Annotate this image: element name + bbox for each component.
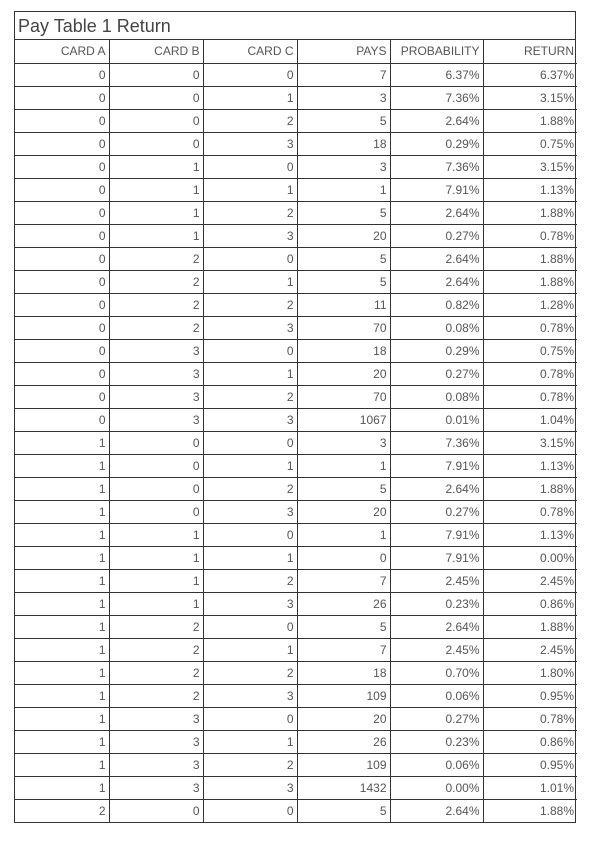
cell-card-b: 2 bbox=[109, 684, 203, 707]
cell-return: 1.28% bbox=[483, 293, 577, 316]
table-row bbox=[15, 224, 577, 247]
cell-card-c: 3 bbox=[203, 316, 297, 339]
cell-card-c: 3 bbox=[203, 132, 297, 155]
cell-return: 3.15% bbox=[483, 431, 577, 454]
cell-return: 1.88% bbox=[483, 201, 577, 224]
cell-return: 0.78% bbox=[483, 224, 577, 247]
cell-card-a: 1 bbox=[15, 615, 109, 638]
header-pays: PAYS bbox=[297, 40, 390, 63]
table-row bbox=[15, 799, 577, 822]
cell-pays: 5 bbox=[297, 615, 390, 638]
cell-card-a: 0 bbox=[15, 224, 109, 247]
cell-card-a: 1 bbox=[15, 523, 109, 546]
cell-probability: 7.91% bbox=[390, 454, 483, 477]
cell-card-c: 3 bbox=[203, 684, 297, 707]
cell-pays: 1067 bbox=[297, 408, 390, 431]
header-card-b: CARD B bbox=[109, 40, 203, 63]
cell-card-b: 1 bbox=[109, 592, 203, 615]
cell-card-c: 0 bbox=[203, 339, 297, 362]
cell-card-c: 2 bbox=[203, 661, 297, 684]
table-row bbox=[15, 638, 577, 661]
cell-pays: 1432 bbox=[297, 776, 390, 799]
table-row bbox=[15, 592, 577, 615]
cell-return: 0.75% bbox=[483, 339, 577, 362]
cell-return: 0.78% bbox=[483, 707, 577, 730]
cell-card-c: 0 bbox=[203, 523, 297, 546]
cell-card-a: 0 bbox=[15, 408, 109, 431]
cell-return: 0.78% bbox=[483, 362, 577, 385]
cell-card-b: 1 bbox=[109, 523, 203, 546]
cell-return: 2.45% bbox=[483, 569, 577, 592]
cell-card-a: 0 bbox=[15, 247, 109, 270]
cell-return: 0.78% bbox=[483, 500, 577, 523]
cell-return: 1.88% bbox=[483, 247, 577, 270]
cell-return: 2.45% bbox=[483, 638, 577, 661]
cell-return: 0.75% bbox=[483, 132, 577, 155]
cell-card-a: 0 bbox=[15, 339, 109, 362]
cell-card-c: 0 bbox=[203, 799, 297, 822]
cell-card-b: 3 bbox=[109, 753, 203, 776]
cell-card-c: 3 bbox=[203, 592, 297, 615]
table-row bbox=[15, 109, 577, 132]
table-row bbox=[15, 546, 577, 569]
cell-probability: 0.29% bbox=[390, 132, 483, 155]
cell-pays: 11 bbox=[297, 293, 390, 316]
cell-return: 0.86% bbox=[483, 730, 577, 753]
cell-return: 1.88% bbox=[483, 799, 577, 822]
cell-card-a: 1 bbox=[15, 546, 109, 569]
cell-card-c: 1 bbox=[203, 362, 297, 385]
cell-pays: 0 bbox=[297, 546, 390, 569]
cell-card-a: 1 bbox=[15, 730, 109, 753]
cell-card-c: 2 bbox=[203, 293, 297, 316]
table-row bbox=[15, 247, 577, 270]
table-row bbox=[15, 661, 577, 684]
table-row bbox=[15, 316, 577, 339]
cell-card-b: 1 bbox=[109, 201, 203, 224]
cell-probability: 0.23% bbox=[390, 592, 483, 615]
cell-probability: 2.45% bbox=[390, 569, 483, 592]
table-row bbox=[15, 63, 577, 86]
pay-table-grid bbox=[15, 40, 577, 822]
table-row bbox=[15, 339, 577, 362]
cell-card-c: 1 bbox=[203, 730, 297, 753]
cell-probability: 7.91% bbox=[390, 178, 483, 201]
header-card-a: CARD A bbox=[15, 40, 109, 63]
cell-card-b: 0 bbox=[109, 799, 203, 822]
cell-pays: 26 bbox=[297, 730, 390, 753]
cell-probability: 2.64% bbox=[390, 270, 483, 293]
cell-return: 1.88% bbox=[483, 270, 577, 293]
cell-card-a: 1 bbox=[15, 661, 109, 684]
cell-card-a: 0 bbox=[15, 109, 109, 132]
table-row bbox=[15, 431, 577, 454]
table-row bbox=[15, 730, 577, 753]
cell-pays: 1 bbox=[297, 454, 390, 477]
cell-card-c: 0 bbox=[203, 431, 297, 454]
cell-probability: 2.64% bbox=[390, 109, 483, 132]
cell-pays: 20 bbox=[297, 707, 390, 730]
cell-pays: 18 bbox=[297, 661, 390, 684]
cell-card-a: 0 bbox=[15, 63, 109, 86]
table-row bbox=[15, 155, 577, 178]
cell-card-b: 1 bbox=[109, 155, 203, 178]
cell-card-b: 0 bbox=[109, 500, 203, 523]
cell-card-b: 2 bbox=[109, 316, 203, 339]
cell-card-c: 3 bbox=[203, 500, 297, 523]
cell-pays: 5 bbox=[297, 247, 390, 270]
cell-probability: 0.01% bbox=[390, 408, 483, 431]
cell-card-b: 3 bbox=[109, 730, 203, 753]
cell-return: 1.88% bbox=[483, 615, 577, 638]
cell-card-b: 3 bbox=[109, 339, 203, 362]
cell-card-c: 2 bbox=[203, 201, 297, 224]
table-title: Pay Table 1 Return bbox=[15, 12, 575, 40]
cell-probability: 7.36% bbox=[390, 431, 483, 454]
cell-pays: 5 bbox=[297, 799, 390, 822]
cell-card-b: 3 bbox=[109, 385, 203, 408]
cell-pays: 70 bbox=[297, 316, 390, 339]
cell-probability: 2.64% bbox=[390, 201, 483, 224]
cell-card-a: 1 bbox=[15, 500, 109, 523]
cell-card-b: 2 bbox=[109, 615, 203, 638]
cell-probability: 0.27% bbox=[390, 224, 483, 247]
cell-card-a: 1 bbox=[15, 477, 109, 500]
cell-card-b: 0 bbox=[109, 63, 203, 86]
cell-pays: 18 bbox=[297, 132, 390, 155]
cell-card-c: 2 bbox=[203, 569, 297, 592]
cell-card-a: 1 bbox=[15, 638, 109, 661]
cell-return: 1.13% bbox=[483, 523, 577, 546]
cell-card-b: 2 bbox=[109, 661, 203, 684]
cell-card-a: 0 bbox=[15, 132, 109, 155]
cell-probability: 0.70% bbox=[390, 661, 483, 684]
cell-card-c: 2 bbox=[203, 477, 297, 500]
cell-card-a: 0 bbox=[15, 178, 109, 201]
cell-card-b: 3 bbox=[109, 408, 203, 431]
table-row bbox=[15, 132, 577, 155]
pay-table bbox=[14, 11, 576, 823]
cell-probability: 0.27% bbox=[390, 707, 483, 730]
cell-card-c: 0 bbox=[203, 63, 297, 86]
cell-card-a: 1 bbox=[15, 592, 109, 615]
cell-card-c: 1 bbox=[203, 86, 297, 109]
cell-probability: 0.06% bbox=[390, 753, 483, 776]
cell-card-c: 1 bbox=[203, 454, 297, 477]
cell-card-b: 2 bbox=[109, 638, 203, 661]
cell-return: 1.88% bbox=[483, 477, 577, 500]
cell-pays: 7 bbox=[297, 638, 390, 661]
cell-pays: 5 bbox=[297, 270, 390, 293]
cell-card-c: 0 bbox=[203, 707, 297, 730]
cell-probability: 2.64% bbox=[390, 477, 483, 500]
cell-pays: 109 bbox=[297, 753, 390, 776]
cell-return: 3.15% bbox=[483, 155, 577, 178]
cell-card-a: 1 bbox=[15, 569, 109, 592]
cell-return: 0.95% bbox=[483, 753, 577, 776]
cell-return: 1.80% bbox=[483, 661, 577, 684]
cell-card-b: 1 bbox=[109, 569, 203, 592]
cell-card-c: 3 bbox=[203, 776, 297, 799]
table-row bbox=[15, 753, 577, 776]
cell-probability: 7.36% bbox=[390, 86, 483, 109]
cell-probability: 0.06% bbox=[390, 684, 483, 707]
cell-pays: 20 bbox=[297, 362, 390, 385]
cell-pays: 109 bbox=[297, 684, 390, 707]
cell-card-b: 1 bbox=[109, 178, 203, 201]
table-body bbox=[15, 63, 577, 822]
cell-card-b: 3 bbox=[109, 362, 203, 385]
cell-card-b: 0 bbox=[109, 132, 203, 155]
cell-probability: 7.91% bbox=[390, 546, 483, 569]
cell-return: 1.88% bbox=[483, 109, 577, 132]
cell-return: 6.37% bbox=[483, 63, 577, 86]
cell-card-b: 2 bbox=[109, 270, 203, 293]
table-row bbox=[15, 178, 577, 201]
cell-probability: 2.64% bbox=[390, 799, 483, 822]
cell-card-a: 0 bbox=[15, 201, 109, 224]
cell-probability: 0.23% bbox=[390, 730, 483, 753]
cell-card-a: 0 bbox=[15, 293, 109, 316]
cell-probability: 7.36% bbox=[390, 155, 483, 178]
table-row bbox=[15, 385, 577, 408]
header-return: RETURN bbox=[483, 40, 577, 63]
cell-return: 0.86% bbox=[483, 592, 577, 615]
cell-card-c: 2 bbox=[203, 385, 297, 408]
cell-card-b: 0 bbox=[109, 109, 203, 132]
table-row bbox=[15, 270, 577, 293]
cell-card-a: 1 bbox=[15, 431, 109, 454]
cell-card-c: 1 bbox=[203, 638, 297, 661]
cell-return: 0.78% bbox=[483, 385, 577, 408]
cell-probability: 7.91% bbox=[390, 523, 483, 546]
cell-card-a: 1 bbox=[15, 753, 109, 776]
table-row bbox=[15, 86, 577, 109]
cell-card-a: 1 bbox=[15, 684, 109, 707]
cell-pays: 1 bbox=[297, 178, 390, 201]
cell-card-a: 0 bbox=[15, 155, 109, 178]
cell-card-b: 3 bbox=[109, 776, 203, 799]
cell-probability: 0.27% bbox=[390, 362, 483, 385]
cell-pays: 70 bbox=[297, 385, 390, 408]
cell-probability: 2.64% bbox=[390, 615, 483, 638]
cell-pays: 18 bbox=[297, 339, 390, 362]
header-probability: PROBABILITY bbox=[390, 40, 483, 63]
cell-pays: 5 bbox=[297, 109, 390, 132]
table-row bbox=[15, 684, 577, 707]
table-row bbox=[15, 500, 577, 523]
header-row bbox=[15, 40, 577, 63]
cell-pays: 7 bbox=[297, 569, 390, 592]
cell-return: 0.78% bbox=[483, 316, 577, 339]
table-row bbox=[15, 776, 577, 799]
table-row bbox=[15, 707, 577, 730]
cell-card-c: 0 bbox=[203, 247, 297, 270]
cell-card-b: 2 bbox=[109, 247, 203, 270]
cell-card-a: 0 bbox=[15, 270, 109, 293]
cell-probability: 0.29% bbox=[390, 339, 483, 362]
table-row bbox=[15, 293, 577, 316]
cell-probability: 0.27% bbox=[390, 500, 483, 523]
cell-card-c: 1 bbox=[203, 270, 297, 293]
cell-pays: 26 bbox=[297, 592, 390, 615]
cell-card-c: 2 bbox=[203, 109, 297, 132]
cell-card-c: 2 bbox=[203, 753, 297, 776]
cell-return: 1.13% bbox=[483, 454, 577, 477]
cell-card-a: 1 bbox=[15, 707, 109, 730]
cell-card-b: 1 bbox=[109, 224, 203, 247]
cell-probability: 2.45% bbox=[390, 638, 483, 661]
cell-pays: 3 bbox=[297, 86, 390, 109]
cell-card-c: 3 bbox=[203, 224, 297, 247]
cell-card-b: 0 bbox=[109, 477, 203, 500]
cell-card-b: 0 bbox=[109, 86, 203, 109]
cell-return: 0.95% bbox=[483, 684, 577, 707]
cell-card-b: 0 bbox=[109, 431, 203, 454]
cell-card-a: 0 bbox=[15, 86, 109, 109]
table-row bbox=[15, 477, 577, 500]
cell-pays: 20 bbox=[297, 224, 390, 247]
table-row bbox=[15, 362, 577, 385]
cell-return: 1.13% bbox=[483, 178, 577, 201]
table-row bbox=[15, 201, 577, 224]
cell-probability: 0.82% bbox=[390, 293, 483, 316]
cell-card-a: 0 bbox=[15, 362, 109, 385]
table-row bbox=[15, 454, 577, 477]
cell-card-b: 1 bbox=[109, 546, 203, 569]
cell-card-b: 0 bbox=[109, 454, 203, 477]
cell-return: 0.00% bbox=[483, 546, 577, 569]
cell-return: 3.15% bbox=[483, 86, 577, 109]
cell-probability: 0.00% bbox=[390, 776, 483, 799]
cell-pays: 5 bbox=[297, 201, 390, 224]
cell-card-b: 2 bbox=[109, 293, 203, 316]
cell-card-b: 3 bbox=[109, 707, 203, 730]
cell-pays: 1 bbox=[297, 523, 390, 546]
table-row bbox=[15, 569, 577, 592]
cell-pays: 5 bbox=[297, 477, 390, 500]
cell-pays: 3 bbox=[297, 431, 390, 454]
cell-card-c: 1 bbox=[203, 178, 297, 201]
table-row bbox=[15, 615, 577, 638]
cell-pays: 3 bbox=[297, 155, 390, 178]
cell-return: 1.04% bbox=[483, 408, 577, 431]
table-row bbox=[15, 523, 577, 546]
cell-probability: 2.64% bbox=[390, 247, 483, 270]
cell-return: 1.01% bbox=[483, 776, 577, 799]
cell-probability: 0.08% bbox=[390, 316, 483, 339]
cell-card-c: 0 bbox=[203, 155, 297, 178]
cell-card-c: 3 bbox=[203, 408, 297, 431]
header-card-c: CARD C bbox=[203, 40, 297, 63]
cell-pays: 20 bbox=[297, 500, 390, 523]
cell-card-c: 0 bbox=[203, 615, 297, 638]
cell-probability: 6.37% bbox=[390, 63, 483, 86]
cell-card-a: 2 bbox=[15, 799, 109, 822]
cell-card-c: 1 bbox=[203, 546, 297, 569]
cell-card-a: 1 bbox=[15, 454, 109, 477]
table-row bbox=[15, 408, 577, 431]
cell-pays: 7 bbox=[297, 63, 390, 86]
cell-card-a: 1 bbox=[15, 776, 109, 799]
cell-probability: 0.08% bbox=[390, 385, 483, 408]
cell-card-a: 0 bbox=[15, 385, 109, 408]
cell-card-a: 0 bbox=[15, 316, 109, 339]
